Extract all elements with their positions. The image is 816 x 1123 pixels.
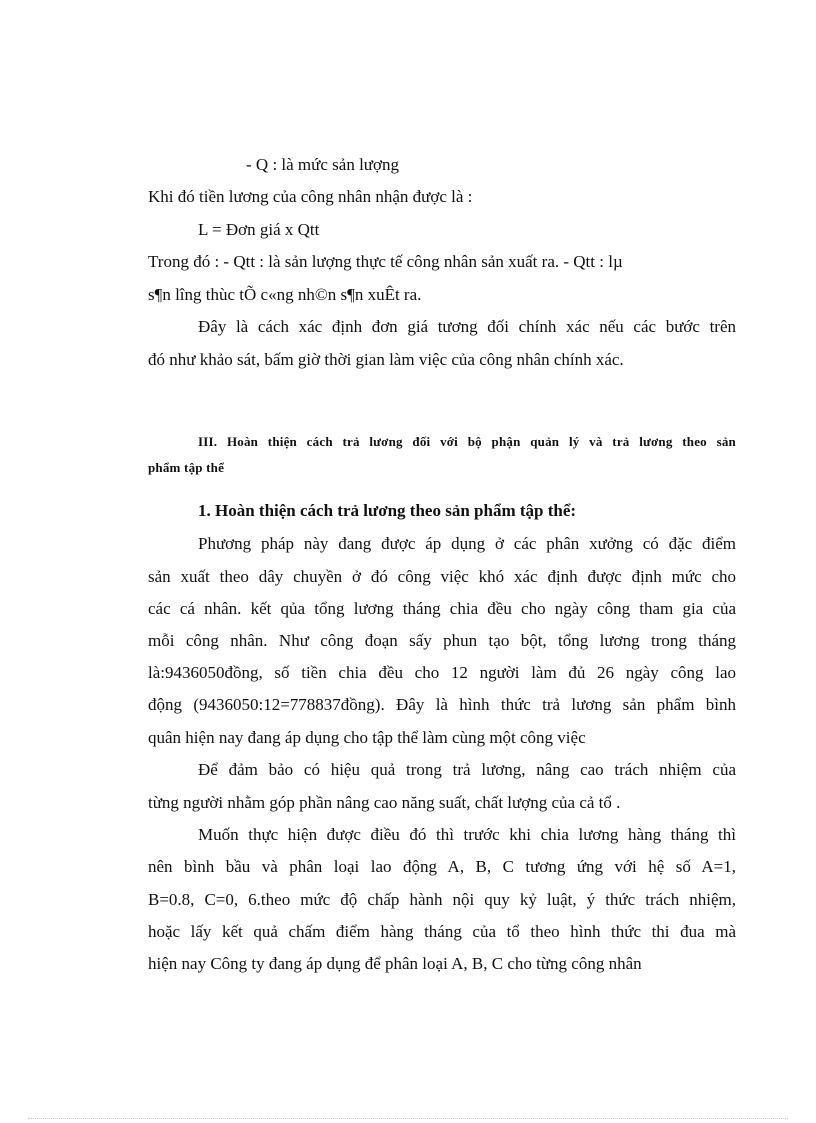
paragraph-line: từng người nhằm góp phần nâng cao năng suất, chất lượng của cả tổ . (148, 793, 621, 812)
section-heading-iii: III. Hoàn thiện cách trả lương đối với bộ phận quản lý và trả lương theo sản (198, 434, 736, 449)
paragraph-line: Muốn thực hiện được điều đó thì trước khi chia lương hàng tháng thì (198, 825, 736, 844)
section-heading-iii-cont: phẩm tập thể (148, 460, 225, 475)
paragraph-line: Đây là cách xác định đơn giá tương đối chính xác nếu các bước trên (198, 317, 736, 336)
paragraph-line: nên bình bầu và phân loại lao động A, B, C tương ứng với hệ số A=1, (148, 857, 736, 876)
paragraph-line: B=0.8, C=0, 6.theo mức độ chấp hành nội quy kỷ luật, ý thức trách nhiệm, (148, 890, 736, 909)
paragraph-line: quân hiện nay đang áp dụng cho tập thể làm cùng một công việc (148, 728, 586, 747)
paragraph-line: hoặc lấy kết quả chấm điểm hàng tháng của tổ theo hình thức thi đua mà (148, 922, 736, 941)
paragraph-line: đó như khảo sát, bấm giờ thời gian làm việc của công nhân chính xác. (148, 350, 624, 369)
paragraph-line: sản xuất theo dây chuyền ở đó công việc khó xác định được định mức cho (148, 567, 736, 586)
paragraph-line: động (9436050:12=778837đồng). Đây là hình thức trả lương sản phẩm bình (148, 695, 736, 714)
paragraph-line: hiện nay Công ty đang áp dụng để phân loại A, B, C cho từng công nhân (148, 954, 642, 973)
paragraph-line: các cá nhân. kết qủa tổng lương tháng chia đều cho ngày công tham gia của (148, 599, 736, 618)
subsection-heading-1: 1. Hoàn thiện cách trả lương theo sản phẩm tập thể: (198, 501, 577, 520)
garbled-text-line: s¶n lîng thùc tÕ c«ng nh©n s¶n xuÊt ra. (148, 285, 422, 304)
paragraph-line: Phương pháp này đang được áp dụng ở các phân xưởng có đặc điểm (198, 534, 736, 553)
paragraph-line: Để đảm bảo có hiệu quả trong trả lương, nâng cao trách nhiệm của (198, 760, 736, 779)
footer-divider (28, 1118, 788, 1119)
paragraph-line: mỗi công nhân. Như công đoạn sấy phun tạo bột, tổng lương trong tháng (148, 631, 736, 650)
formula-salary: L = Đơn giá x Qtt (198, 220, 320, 239)
formula-q-definition: - Q : là mức sản lượng (246, 155, 399, 174)
paragraph-line: là:9436050đồng, số tiền chia đều cho 12 người làm đủ 26 ngày công lao (148, 663, 736, 682)
paragraph-line: Trong đó : - Qtt : là sản lượng thực tế công nhân sản xuất ra. - Qtt : lµ (148, 252, 623, 271)
paragraph-line: Khi đó tiền lương của công nhân nhận được là : (148, 187, 473, 206)
